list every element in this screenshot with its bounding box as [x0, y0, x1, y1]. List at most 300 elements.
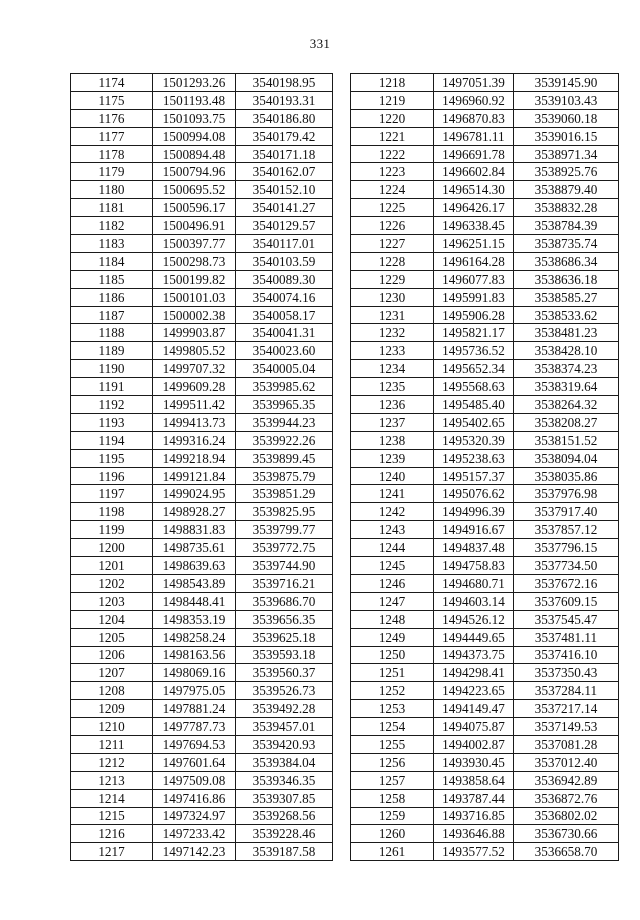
x-coordinate-cell: 1493716.85 [434, 807, 514, 825]
y-coordinate-cell: 3538151.52 [514, 431, 619, 449]
x-coordinate-cell: 1497142.23 [153, 843, 236, 861]
table-row [71, 145, 333, 163]
y-coordinate-cell: 3539744.90 [236, 557, 333, 575]
table-row [351, 181, 619, 199]
point-number-cell: 1246 [351, 574, 434, 592]
point-number-cell: 1239 [351, 449, 434, 467]
table-row [71, 217, 333, 235]
point-number-cell: 1191 [71, 378, 153, 396]
x-coordinate-cell: 1494373.75 [434, 646, 514, 664]
x-coordinate-cell: 1495906.28 [434, 306, 514, 324]
x-coordinate-cell: 1494223.65 [434, 682, 514, 700]
x-coordinate-cell: 1498639.63 [153, 557, 236, 575]
y-coordinate-cell: 3537284.11 [514, 682, 619, 700]
y-coordinate-cell: 3537081.28 [514, 735, 619, 753]
point-number-cell: 1257 [351, 771, 434, 789]
x-coordinate-cell: 1498735.61 [153, 539, 236, 557]
x-coordinate-cell: 1494075.87 [434, 718, 514, 736]
x-coordinate-cell: 1497051.39 [434, 74, 514, 92]
x-coordinate-cell: 1497601.64 [153, 753, 236, 771]
x-coordinate-cell: 1493858.64 [434, 771, 514, 789]
table-row [71, 252, 333, 270]
x-coordinate-cell: 1494837.48 [434, 539, 514, 557]
point-number-cell: 1179 [71, 163, 153, 181]
point-number-cell: 1188 [71, 324, 153, 342]
table-row [71, 825, 333, 843]
x-coordinate-cell: 1500397.77 [153, 235, 236, 253]
y-coordinate-cell: 3539593.18 [236, 646, 333, 664]
table-row [351, 574, 619, 592]
x-coordinate-cell: 1501093.75 [153, 109, 236, 127]
point-number-cell: 1261 [351, 843, 434, 861]
y-coordinate-cell: 3536802.02 [514, 807, 619, 825]
x-coordinate-cell: 1496870.83 [434, 109, 514, 127]
page-number: 331 [309, 36, 331, 51]
x-coordinate-cell: 1496164.28 [434, 252, 514, 270]
point-number-cell: 1240 [351, 467, 434, 485]
point-number-cell: 1218 [351, 74, 434, 92]
table-row [71, 74, 333, 92]
y-coordinate-cell: 3539457.01 [236, 718, 333, 736]
point-number-cell: 1234 [351, 360, 434, 378]
y-coordinate-cell: 3537012.40 [514, 753, 619, 771]
table-row [351, 467, 619, 485]
y-coordinate-cell: 3538585.27 [514, 288, 619, 306]
coordinates-table-left-body [71, 74, 333, 861]
table-row [71, 431, 333, 449]
point-number-cell: 1249 [351, 628, 434, 646]
x-coordinate-cell: 1499024.95 [153, 485, 236, 503]
x-coordinate-cell: 1494996.39 [434, 503, 514, 521]
y-coordinate-cell: 3540152.10 [236, 181, 333, 199]
y-coordinate-cell: 3537545.47 [514, 610, 619, 628]
table-row [351, 557, 619, 575]
x-coordinate-cell: 1499805.52 [153, 342, 236, 360]
table-row [71, 378, 333, 396]
y-coordinate-cell: 3539944.23 [236, 413, 333, 431]
y-coordinate-cell: 3539875.79 [236, 467, 333, 485]
y-coordinate-cell: 3537609.15 [514, 592, 619, 610]
y-coordinate-cell: 3539965.35 [236, 396, 333, 414]
table-row [351, 700, 619, 718]
x-coordinate-cell: 1493787.44 [434, 789, 514, 807]
table-row [351, 217, 619, 235]
x-coordinate-cell: 1496602.84 [434, 163, 514, 181]
y-coordinate-cell: 3539307.85 [236, 789, 333, 807]
y-coordinate-cell: 3537149.53 [514, 718, 619, 736]
point-number-cell: 1232 [351, 324, 434, 342]
table-row [351, 843, 619, 861]
point-number-cell: 1233 [351, 342, 434, 360]
y-coordinate-cell: 3537976.98 [514, 485, 619, 503]
y-coordinate-cell: 3540129.57 [236, 217, 333, 235]
y-coordinate-cell: 3537217.14 [514, 700, 619, 718]
point-number-cell: 1187 [71, 306, 153, 324]
point-number-cell: 1183 [71, 235, 153, 253]
point-number-cell: 1189 [71, 342, 153, 360]
x-coordinate-cell: 1495485.40 [434, 396, 514, 414]
y-coordinate-cell: 3540005.04 [236, 360, 333, 378]
point-number-cell: 1184 [71, 252, 153, 270]
y-coordinate-cell: 3539899.45 [236, 449, 333, 467]
y-coordinate-cell: 3538784.39 [514, 217, 619, 235]
y-coordinate-cell: 3536942.89 [514, 771, 619, 789]
x-coordinate-cell: 1499903.87 [153, 324, 236, 342]
point-number-cell: 1181 [71, 199, 153, 217]
x-coordinate-cell: 1499121.84 [153, 467, 236, 485]
table-row [351, 646, 619, 664]
table-row [351, 163, 619, 181]
table-row [351, 91, 619, 109]
y-coordinate-cell: 3539420.93 [236, 735, 333, 753]
table-row [71, 521, 333, 539]
x-coordinate-cell: 1500199.82 [153, 270, 236, 288]
y-coordinate-cell: 3540103.59 [236, 252, 333, 270]
x-coordinate-cell: 1500496.91 [153, 217, 236, 235]
point-number-cell: 1203 [71, 592, 153, 610]
table-row [71, 109, 333, 127]
x-coordinate-cell: 1496514.30 [434, 181, 514, 199]
table-row [351, 306, 619, 324]
point-number-cell: 1251 [351, 664, 434, 682]
table-row [351, 503, 619, 521]
x-coordinate-cell: 1494298.41 [434, 664, 514, 682]
x-coordinate-cell: 1499218.94 [153, 449, 236, 467]
x-coordinate-cell: 1500101.03 [153, 288, 236, 306]
y-coordinate-cell: 3537350.43 [514, 664, 619, 682]
point-number-cell: 1223 [351, 163, 434, 181]
table-row [71, 610, 333, 628]
x-coordinate-cell: 1494916.67 [434, 521, 514, 539]
x-coordinate-cell: 1500794.96 [153, 163, 236, 181]
x-coordinate-cell: 1495736.52 [434, 342, 514, 360]
point-number-cell: 1201 [71, 557, 153, 575]
y-coordinate-cell: 3536872.76 [514, 789, 619, 807]
y-coordinate-cell: 3537734.50 [514, 557, 619, 575]
table-row [351, 252, 619, 270]
point-number-cell: 1254 [351, 718, 434, 736]
y-coordinate-cell: 3539560.37 [236, 664, 333, 682]
y-coordinate-cell: 3540162.07 [236, 163, 333, 181]
point-number-cell: 1243 [351, 521, 434, 539]
table-row [351, 396, 619, 414]
table-row [71, 91, 333, 109]
y-coordinate-cell: 3540089.30 [236, 270, 333, 288]
point-number-cell: 1238 [351, 431, 434, 449]
y-coordinate-cell: 3539922.26 [236, 431, 333, 449]
y-coordinate-cell: 3540179.42 [236, 127, 333, 145]
x-coordinate-cell: 1494449.65 [434, 628, 514, 646]
table-row [351, 539, 619, 557]
x-coordinate-cell: 1495238.63 [434, 449, 514, 467]
table-row [71, 843, 333, 861]
y-coordinate-cell: 3539228.46 [236, 825, 333, 843]
x-coordinate-cell: 1497881.24 [153, 700, 236, 718]
point-number-cell: 1252 [351, 682, 434, 700]
table-row [351, 378, 619, 396]
table-row [351, 521, 619, 539]
point-number-cell: 1186 [71, 288, 153, 306]
table-row [71, 789, 333, 807]
x-coordinate-cell: 1500695.52 [153, 181, 236, 199]
x-coordinate-cell: 1497694.53 [153, 735, 236, 753]
table-row [71, 288, 333, 306]
table-row [351, 807, 619, 825]
table-row [71, 163, 333, 181]
point-number-cell: 1235 [351, 378, 434, 396]
table-row [71, 467, 333, 485]
point-number-cell: 1196 [71, 467, 153, 485]
table-row [351, 342, 619, 360]
point-number-cell: 1212 [71, 753, 153, 771]
x-coordinate-cell: 1493646.88 [434, 825, 514, 843]
x-coordinate-cell: 1498448.41 [153, 592, 236, 610]
x-coordinate-cell: 1495652.34 [434, 360, 514, 378]
y-coordinate-cell: 3539625.18 [236, 628, 333, 646]
x-coordinate-cell: 1499511.42 [153, 396, 236, 414]
table-row [351, 235, 619, 253]
x-coordinate-cell: 1494680.71 [434, 574, 514, 592]
y-coordinate-cell: 3537857.12 [514, 521, 619, 539]
y-coordinate-cell: 3539060.18 [514, 109, 619, 127]
table-row [71, 574, 333, 592]
point-number-cell: 1204 [71, 610, 153, 628]
point-number-cell: 1200 [71, 539, 153, 557]
y-coordinate-cell: 3540171.18 [236, 145, 333, 163]
table-row [351, 413, 619, 431]
table-row [71, 306, 333, 324]
y-coordinate-cell: 3538879.40 [514, 181, 619, 199]
point-number-cell: 1244 [351, 539, 434, 557]
table-row [351, 431, 619, 449]
table-row [71, 682, 333, 700]
table-row [351, 592, 619, 610]
point-number-cell: 1230 [351, 288, 434, 306]
point-number-cell: 1205 [71, 628, 153, 646]
x-coordinate-cell: 1493577.52 [434, 843, 514, 861]
coordinates-table-right [350, 73, 619, 861]
point-number-cell: 1209 [71, 700, 153, 718]
y-coordinate-cell: 3539384.04 [236, 753, 333, 771]
y-coordinate-cell: 3539985.62 [236, 378, 333, 396]
point-number-cell: 1237 [351, 413, 434, 431]
table-row [71, 628, 333, 646]
point-number-cell: 1220 [351, 109, 434, 127]
point-number-cell: 1177 [71, 127, 153, 145]
x-coordinate-cell: 1498163.56 [153, 646, 236, 664]
point-number-cell: 1208 [71, 682, 153, 700]
point-number-cell: 1258 [351, 789, 434, 807]
y-coordinate-cell: 3536730.66 [514, 825, 619, 843]
table-row [71, 342, 333, 360]
point-number-cell: 1207 [71, 664, 153, 682]
y-coordinate-cell: 3539686.70 [236, 592, 333, 610]
x-coordinate-cell: 1495568.63 [434, 378, 514, 396]
y-coordinate-cell: 3540193.31 [236, 91, 333, 109]
x-coordinate-cell: 1494758.83 [434, 557, 514, 575]
point-number-cell: 1229 [351, 270, 434, 288]
x-coordinate-cell: 1500894.48 [153, 145, 236, 163]
table-row [351, 74, 619, 92]
x-coordinate-cell: 1495320.39 [434, 431, 514, 449]
point-number-cell: 1213 [71, 771, 153, 789]
x-coordinate-cell: 1499707.32 [153, 360, 236, 378]
table-row [71, 753, 333, 771]
y-coordinate-cell: 3540041.31 [236, 324, 333, 342]
y-coordinate-cell: 3539346.35 [236, 771, 333, 789]
table-row [351, 789, 619, 807]
y-coordinate-cell: 3539772.75 [236, 539, 333, 557]
point-number-cell: 1227 [351, 235, 434, 253]
point-number-cell: 1178 [71, 145, 153, 163]
y-coordinate-cell: 3539799.77 [236, 521, 333, 539]
table-row [351, 718, 619, 736]
table-row [71, 771, 333, 789]
y-coordinate-cell: 3540058.17 [236, 306, 333, 324]
x-coordinate-cell: 1500596.17 [153, 199, 236, 217]
y-coordinate-cell: 3539016.15 [514, 127, 619, 145]
y-coordinate-cell: 3539825.95 [236, 503, 333, 521]
table-row [71, 270, 333, 288]
point-number-cell: 1195 [71, 449, 153, 467]
point-number-cell: 1215 [71, 807, 153, 825]
point-number-cell: 1185 [71, 270, 153, 288]
table-row [351, 735, 619, 753]
table-row [351, 145, 619, 163]
table-row [351, 825, 619, 843]
table-row [351, 127, 619, 145]
x-coordinate-cell: 1497324.97 [153, 807, 236, 825]
y-coordinate-cell: 3539145.90 [514, 74, 619, 92]
table-row [71, 646, 333, 664]
y-coordinate-cell: 3538428.10 [514, 342, 619, 360]
x-coordinate-cell: 1496426.17 [434, 199, 514, 217]
table-row [351, 324, 619, 342]
table-row [71, 449, 333, 467]
point-number-cell: 1226 [351, 217, 434, 235]
y-coordinate-cell: 3538035.86 [514, 467, 619, 485]
table-row [71, 557, 333, 575]
point-number-cell: 1202 [71, 574, 153, 592]
x-coordinate-cell: 1493930.45 [434, 753, 514, 771]
point-number-cell: 1259 [351, 807, 434, 825]
table-row [351, 771, 619, 789]
y-coordinate-cell: 3538481.23 [514, 324, 619, 342]
table-row [71, 324, 333, 342]
x-coordinate-cell: 1495402.65 [434, 413, 514, 431]
x-coordinate-cell: 1499413.73 [153, 413, 236, 431]
x-coordinate-cell: 1497787.73 [153, 718, 236, 736]
x-coordinate-cell: 1498353.19 [153, 610, 236, 628]
x-coordinate-cell: 1497416.86 [153, 789, 236, 807]
y-coordinate-cell: 3540198.95 [236, 74, 333, 92]
y-coordinate-cell: 3538374.23 [514, 360, 619, 378]
y-coordinate-cell: 3537416.10 [514, 646, 619, 664]
point-number-cell: 1176 [71, 109, 153, 127]
y-coordinate-cell: 3538686.34 [514, 252, 619, 270]
y-coordinate-cell: 3537672.16 [514, 574, 619, 592]
x-coordinate-cell: 1494526.12 [434, 610, 514, 628]
point-number-cell: 1250 [351, 646, 434, 664]
x-coordinate-cell: 1496077.83 [434, 270, 514, 288]
y-coordinate-cell: 3538735.74 [514, 235, 619, 253]
y-coordinate-cell: 3538533.62 [514, 306, 619, 324]
point-number-cell: 1199 [71, 521, 153, 539]
table-row [71, 396, 333, 414]
y-coordinate-cell: 3538925.76 [514, 163, 619, 181]
point-number-cell: 1247 [351, 592, 434, 610]
table-row [71, 718, 333, 736]
point-number-cell: 1253 [351, 700, 434, 718]
table-row [71, 199, 333, 217]
table-row [71, 181, 333, 199]
x-coordinate-cell: 1495991.83 [434, 288, 514, 306]
x-coordinate-cell: 1500002.38 [153, 306, 236, 324]
point-number-cell: 1174 [71, 74, 153, 92]
x-coordinate-cell: 1495157.37 [434, 467, 514, 485]
y-coordinate-cell: 3539526.73 [236, 682, 333, 700]
y-coordinate-cell: 3539851.29 [236, 485, 333, 503]
y-coordinate-cell: 3539656.35 [236, 610, 333, 628]
table-row [71, 127, 333, 145]
x-coordinate-cell: 1496960.92 [434, 91, 514, 109]
y-coordinate-cell: 3539268.56 [236, 807, 333, 825]
table-row [351, 664, 619, 682]
table-row [351, 288, 619, 306]
point-number-cell: 1255 [351, 735, 434, 753]
y-coordinate-cell: 3540023.60 [236, 342, 333, 360]
table-row [351, 682, 619, 700]
x-coordinate-cell: 1500298.73 [153, 252, 236, 270]
x-coordinate-cell: 1501293.26 [153, 74, 236, 92]
x-coordinate-cell: 1498928.27 [153, 503, 236, 521]
x-coordinate-cell: 1499609.28 [153, 378, 236, 396]
point-number-cell: 1231 [351, 306, 434, 324]
y-coordinate-cell: 3539716.21 [236, 574, 333, 592]
y-coordinate-cell: 3538264.32 [514, 396, 619, 414]
y-coordinate-cell: 3540186.80 [236, 109, 333, 127]
point-number-cell: 1248 [351, 610, 434, 628]
y-coordinate-cell: 3540117.01 [236, 235, 333, 253]
y-coordinate-cell: 3538094.04 [514, 449, 619, 467]
y-coordinate-cell: 3538636.18 [514, 270, 619, 288]
point-number-cell: 1206 [71, 646, 153, 664]
x-coordinate-cell: 1497975.05 [153, 682, 236, 700]
y-coordinate-cell: 3538971.34 [514, 145, 619, 163]
coordinates-table-left [70, 73, 333, 861]
y-coordinate-cell: 3539103.43 [514, 91, 619, 109]
point-number-cell: 1245 [351, 557, 434, 575]
point-number-cell: 1210 [71, 718, 153, 736]
point-number-cell: 1198 [71, 503, 153, 521]
x-coordinate-cell: 1499316.24 [153, 431, 236, 449]
x-coordinate-cell: 1498258.24 [153, 628, 236, 646]
point-number-cell: 1217 [71, 843, 153, 861]
table-row [351, 753, 619, 771]
point-number-cell: 1224 [351, 181, 434, 199]
table-row [71, 235, 333, 253]
table-row [351, 610, 619, 628]
table-row [351, 199, 619, 217]
y-coordinate-cell: 3537481.11 [514, 628, 619, 646]
table-row [71, 700, 333, 718]
point-number-cell: 1228 [351, 252, 434, 270]
x-coordinate-cell: 1500994.08 [153, 127, 236, 145]
table-row [71, 413, 333, 431]
table-row [351, 270, 619, 288]
y-coordinate-cell: 3539492.28 [236, 700, 333, 718]
table-row [351, 449, 619, 467]
